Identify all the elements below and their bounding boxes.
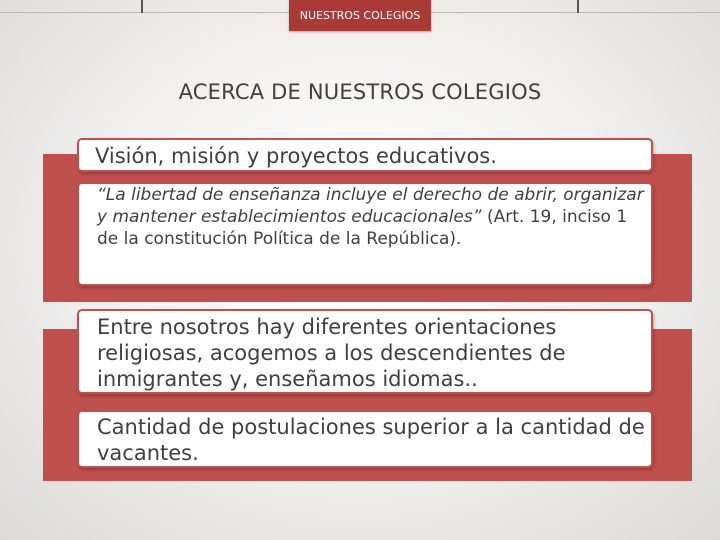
- slide-title: ACERCA DE NUESTROS COLEGIOS: [178, 80, 542, 104]
- bullet-box-vision: [77, 138, 653, 172]
- quote-text: “La libertad de enseñanza incluye el derecho de abrir, organizar y mantener establecimientos educacionales”: [97, 185, 644, 227]
- citation-text: (Art. 19, inciso 1 de la constitución Política de la República).: [97, 207, 628, 249]
- bullet-text: Cantidad de postulaciones superior a la cantidad de vacantes.: [97, 415, 645, 465]
- section-tab: NUESTROS COLEGIOS: [289, 0, 431, 31]
- top-tick-mark: [577, 0, 579, 13]
- bullet-text: Visión, misión y proyectos educativos.: [95, 144, 497, 168]
- bullet-text: Entre nosotros hay diferentes orientaciones religiosas, acogemos a los descendientes de inmigrantes y, enseñamos idiomas..: [97, 315, 566, 391]
- bullet-box-orientations: [77, 309, 653, 394]
- top-tick-mark: [141, 0, 143, 13]
- bullet-box-applications: [77, 410, 653, 468]
- bullet-box-quote: [77, 182, 653, 286]
- bullet-text: [97, 184, 651, 250]
